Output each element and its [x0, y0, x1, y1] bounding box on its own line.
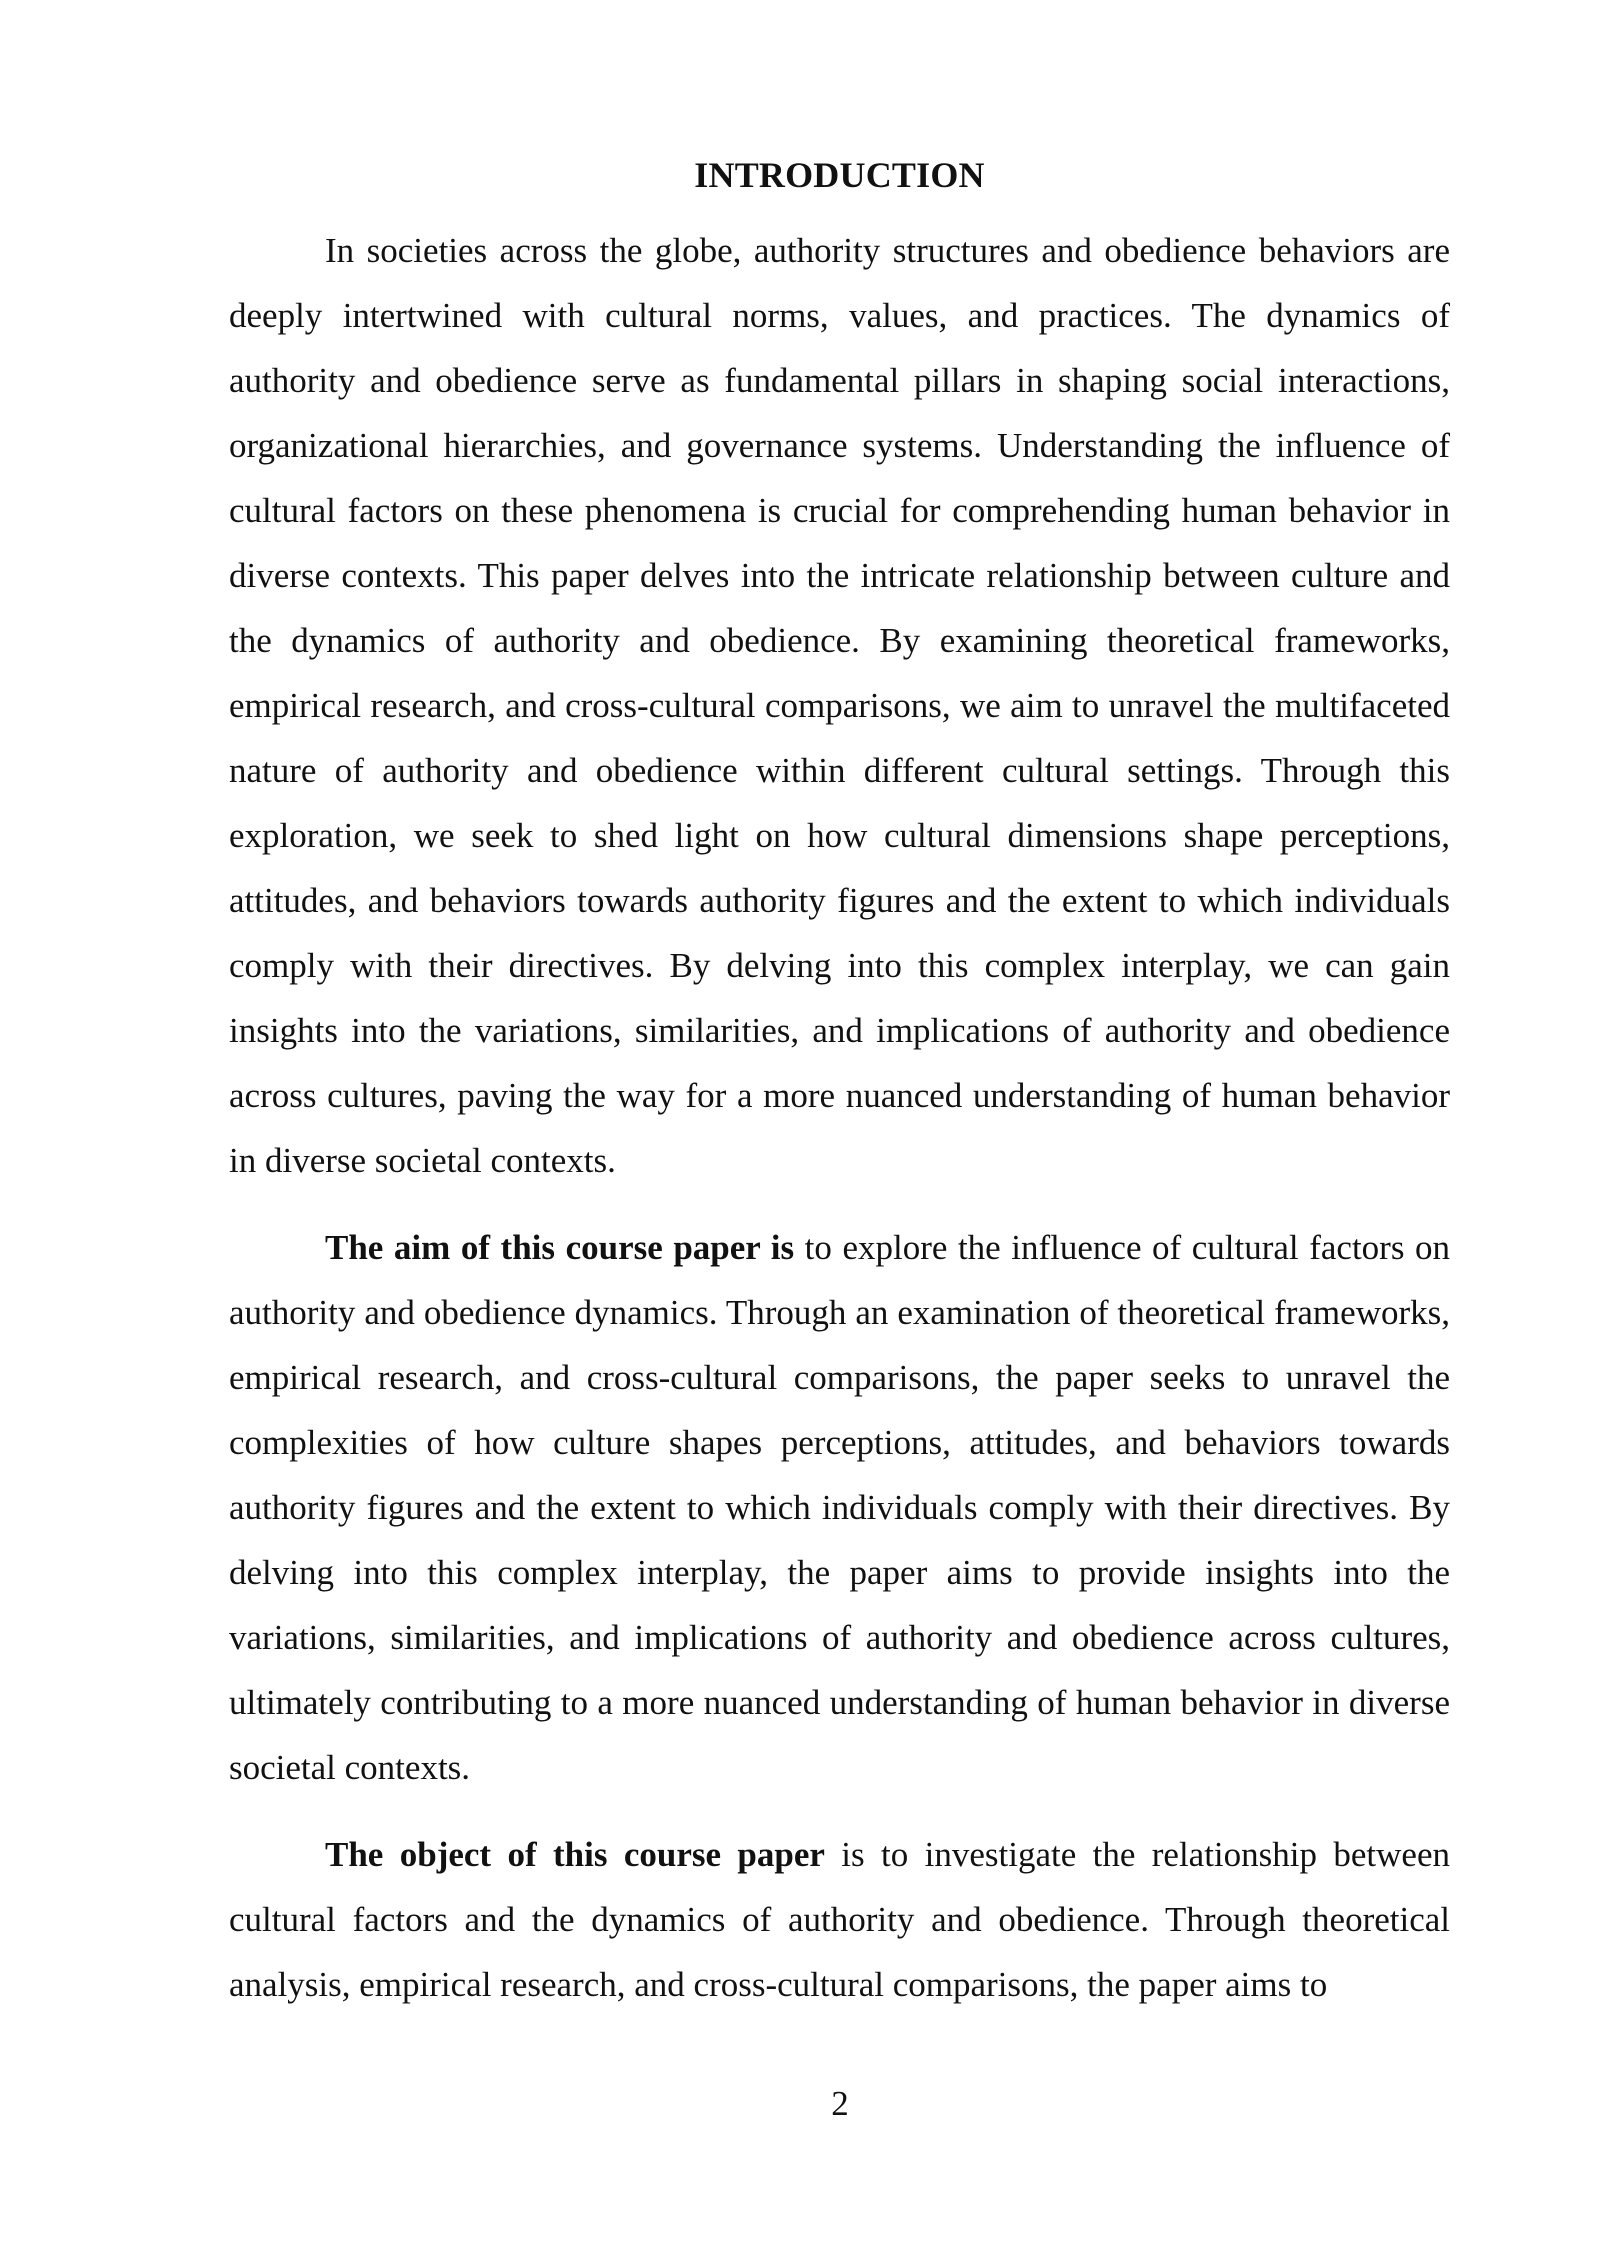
paragraph-aim [229, 1215, 1450, 1800]
paragraph-lead: The aim of this course paper is [325, 1228, 795, 1267]
page-number: 2 [831, 2084, 849, 2123]
section-heading: INTRODUCTION [694, 155, 985, 195]
paragraph-object [229, 1822, 1450, 2017]
paragraph-lead: The object of this course paper [325, 1835, 825, 1874]
paragraph-text: In societies across the globe, authority structures and obedience behaviors are deeply intertwined with cultural norms, values, and practices. The dynamics of authority and obedience serve as fundamental pillars in shaping social interactions, organizational hierarchies, and governance systems. Understanding the influence of cultural factors on these phenomena is crucial for comprehending human behavior in diverse contexts. This paper delves into the intricate relationship between culture and the dynamics of authority and obedience. By examining theoretical frameworks, empirical research, and cross-cultural comparisons, we aim to unravel the multifaceted nature of authority and obedience within different cultural settings. Through this exploration, we seek to shed light on how cultural dimensions shape perceptions, attitudes, and behaviors towards authority figures and the extent to which individuals comply with their directives. By delving into this complex interplay, we can gain insights into the variations, similarities, and implications of authority and obedience across cultures, paving the way for a more nuanced understanding of human behavior in diverse societal contexts. [229, 231, 1450, 1180]
paragraph-text: is to investigate the relationship between cultural factors and the dynamics of authority and obedience. Through theoretical analysis, empirical research, and cross-cultural comparisons, the paper aims to [229, 1835, 1450, 2004]
paragraph-text: to explore the influence of cultural factors on authority and obedience dynamics. Through an examination of theoretical frameworks, empirical research, and cross-cultural comparisons, the paper seeks to unravel the complexities of how culture shapes perceptions, attitudes, and behaviors towards authority figures and the extent to which individuals comply with their directives. By delving into this complex interplay, the paper aims to provide insights into the variations, similarities, and implications of authority and obedience across cultures, ultimately contributing to a more nuanced understanding of human behavior in diverse societal contexts. [229, 1228, 1450, 1787]
page-content [229, 148, 1450, 2039]
paragraph-intro [229, 218, 1450, 1193]
